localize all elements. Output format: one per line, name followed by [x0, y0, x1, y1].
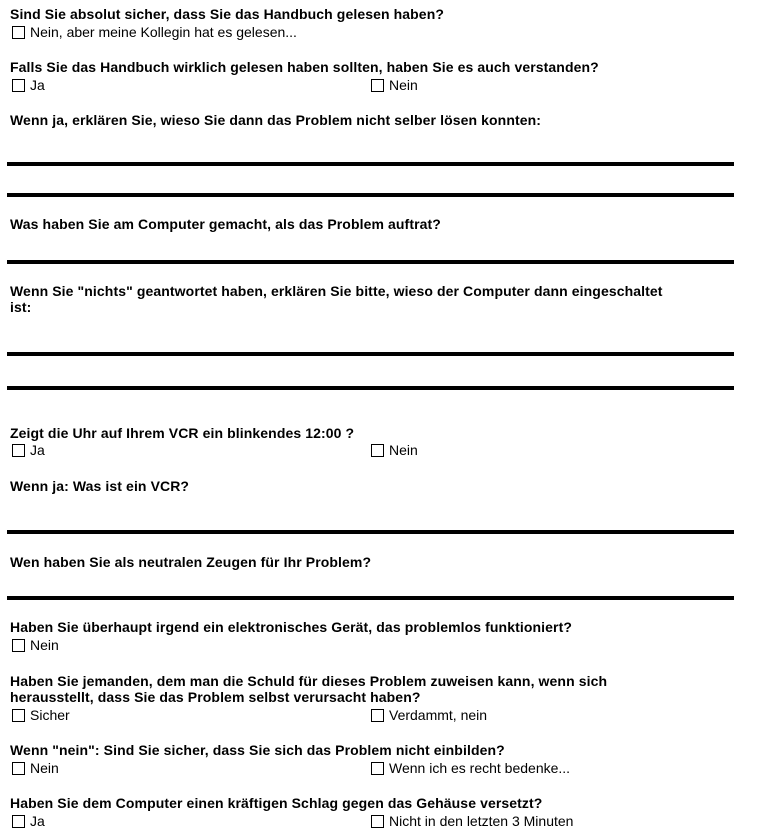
- option-ja[interactable]: [12, 813, 45, 829]
- checkbox[interactable]: [12, 444, 25, 457]
- option-label: Ja: [30, 442, 45, 458]
- option-ja[interactable]: [12, 77, 45, 93]
- question-geraet-funktioniert: Haben Sie überhaupt irgend ein elektronisches Gerät, das problemlos funktioniert?: [10, 619, 572, 635]
- option-ja[interactable]: [12, 442, 45, 458]
- question-handbuch-verstanden: Falls Sie das Handbuch wirklich gelesen haben sollten, haben Sie es auch verstanden?: [10, 59, 599, 75]
- option-label: Nicht in den letzten 3 Minuten: [389, 813, 574, 829]
- question-problem-nicht-geloest: Wenn ja, erklären Sie, wieso Sie dann das Problem nicht selber lösen konnten:: [10, 112, 542, 128]
- answer-line[interactable]: [7, 193, 734, 197]
- checkbox[interactable]: [371, 709, 384, 722]
- option-label: Nein: [30, 637, 59, 653]
- question-problem-einbilden: Wenn "nein": Sind Sie sicher, dass Sie sich das Problem nicht einbilden?: [10, 742, 505, 758]
- option-recht-bedenke[interactable]: [371, 760, 570, 776]
- checkbox[interactable]: [371, 444, 384, 457]
- option-label: Sicher: [30, 707, 70, 723]
- question-schuld-zuweisen: Haben Sie jemanden, dem man die Schuld für dieses Problem zuweisen kann, wenn sich herausstellt, dass Sie das Problem selbst verursacht haben?: [10, 673, 608, 705]
- option-label: Ja: [30, 813, 45, 829]
- option-nicht-letzte-3-minuten[interactable]: [371, 813, 573, 829]
- option-verdammt-nein[interactable]: [371, 707, 487, 723]
- option-label: Wenn ich es recht bedenke...: [389, 760, 571, 776]
- answer-line[interactable]: [7, 352, 734, 356]
- checkbox[interactable]: [371, 762, 384, 775]
- question-nichts-geantwortet: Wenn Sie "nichts" geantwortet haben, erklären Sie bitte, wieso der Computer dann eingeschaltet ist:: [10, 283, 663, 315]
- question-was-gemacht: Was haben Sie am Computer gemacht, als das Problem auftrat?: [10, 216, 441, 232]
- answer-line[interactable]: [7, 162, 734, 166]
- checkbox[interactable]: [12, 762, 25, 775]
- checkbox[interactable]: [371, 815, 384, 828]
- question-handbuch-gelesen: Sind Sie absolut sicher, dass Sie das Handbuch gelesen haben?: [10, 6, 445, 22]
- checkbox[interactable]: [12, 26, 25, 39]
- checkbox[interactable]: [371, 79, 384, 92]
- question-schlag-gehaeuse: Haben Sie dem Computer einen kräftigen Schlag gegen das Gehäuse versetzt?: [10, 795, 543, 811]
- option-nein[interactable]: [12, 637, 59, 653]
- option-nein[interactable]: [371, 77, 418, 93]
- option-label: Ja: [30, 77, 45, 93]
- option-label: Nein: [389, 77, 418, 93]
- checkbox[interactable]: [12, 709, 25, 722]
- option-label: Nein, aber meine Kollegin hat es gelesen...: [30, 24, 297, 40]
- answer-line[interactable]: [7, 530, 734, 534]
- option-label: Nein: [30, 760, 59, 776]
- checkbox[interactable]: [12, 79, 25, 92]
- option-nein[interactable]: [12, 760, 59, 776]
- checkbox[interactable]: [12, 815, 25, 828]
- option-label: Nein: [389, 442, 418, 458]
- option-label: Verdammt, nein: [389, 707, 488, 723]
- answer-line[interactable]: [7, 596, 734, 600]
- question-was-ist-vcr: Wenn ja: Was ist ein VCR?: [10, 478, 190, 494]
- checkbox[interactable]: [12, 639, 25, 652]
- question-neutraler-zeuge: Wen haben Sie als neutralen Zeugen für Ihr Problem?: [10, 554, 372, 570]
- question-vcr-uhr: Zeigt die Uhr auf Ihrem VCR ein blinkendes 12:00 ?: [10, 425, 355, 441]
- option-nein[interactable]: [371, 442, 418, 458]
- option-sicher[interactable]: [12, 707, 70, 723]
- answer-line[interactable]: [7, 386, 734, 390]
- option-kollegin-gelesen[interactable]: [12, 24, 297, 40]
- answer-line[interactable]: [7, 260, 734, 264]
